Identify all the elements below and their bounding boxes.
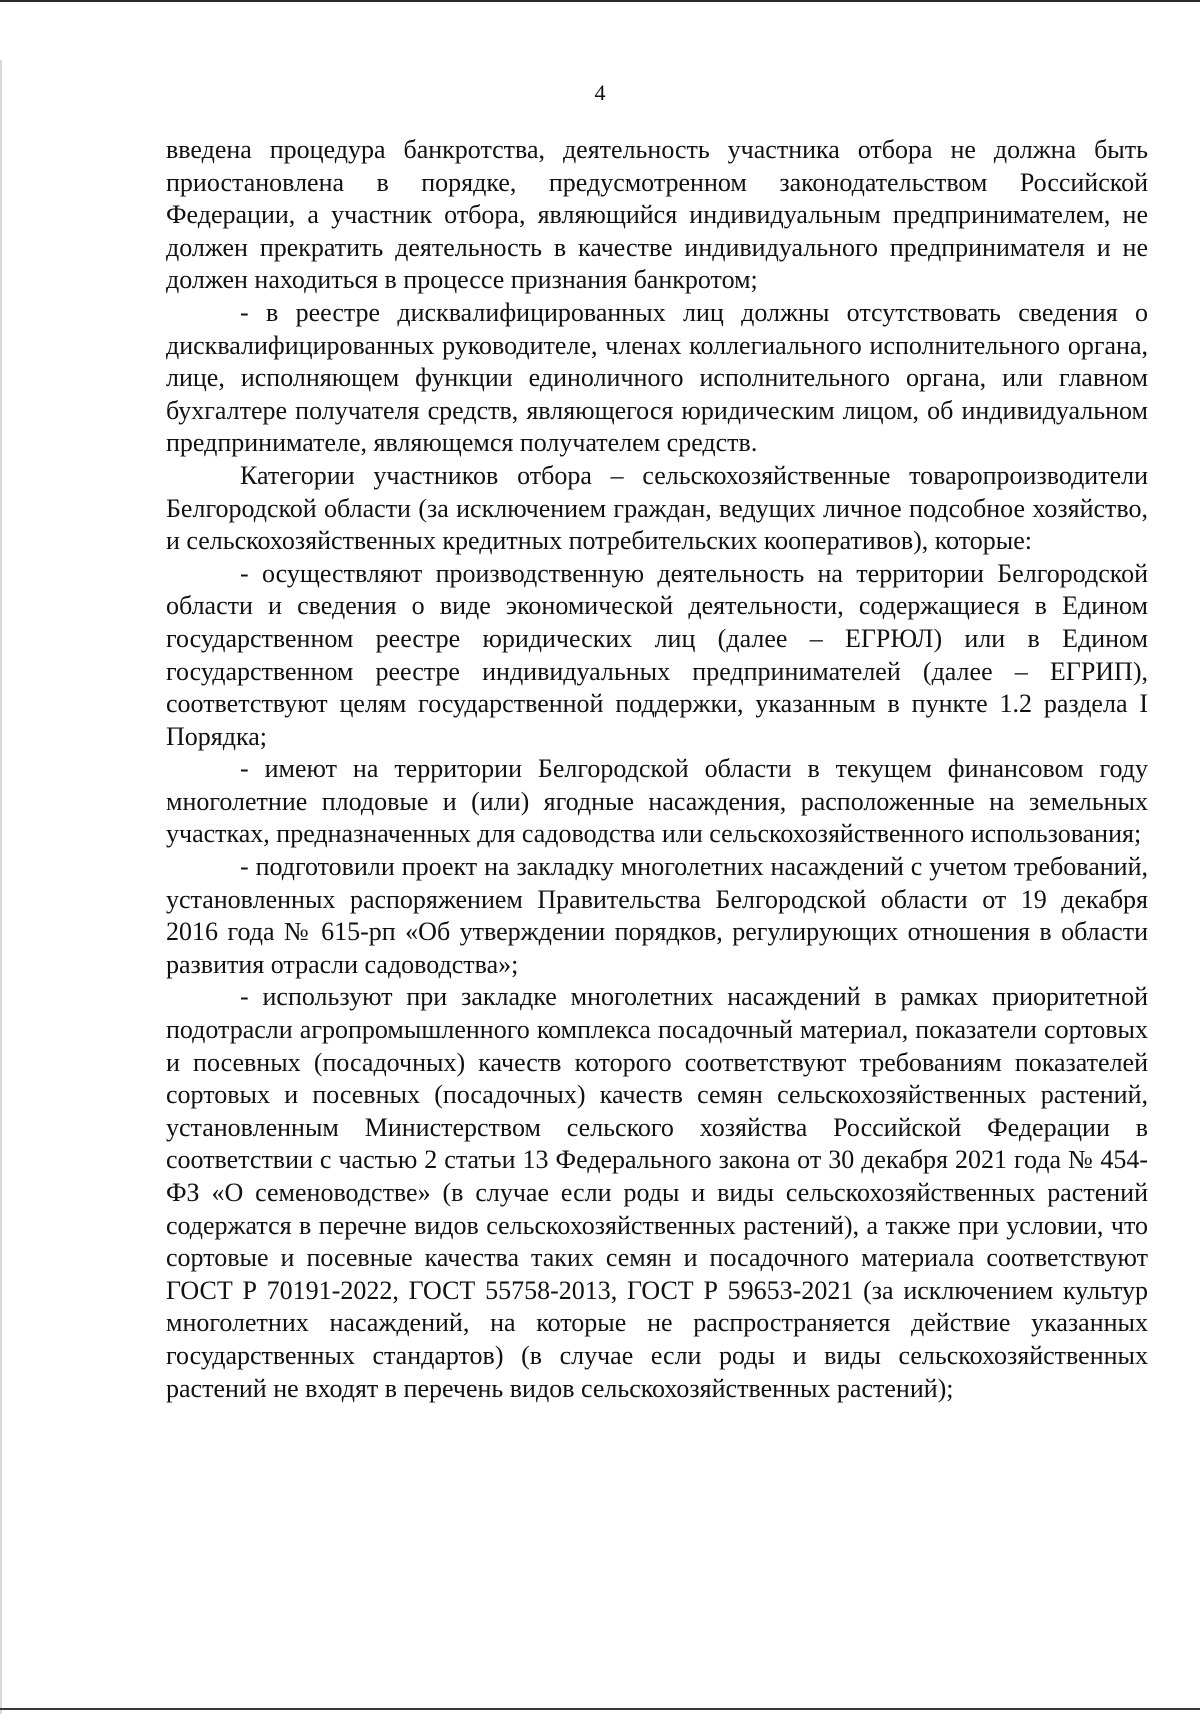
paragraph-planting-material: - используют при закладке многолетних насаждений в рамках приоритетной подотрасли агропромышленного комплекса посадочный материал, показатели сортовых и посевных (посадочных) качеств которого соответствуют требованиям показателей сортовых и посевных (посадочных) качеств семян сельскохозяйственных растений, установленным Министерством сельского хозяйства Российской Федерации в соответствии с частью 2 статьи 13 Федерального закона от 30 декабря 2021 года № 454-ФЗ «О семеноводстве» (в случае если роды и виды сельскохозяйственных растений содержатся в перечне видов сельскохозяйственных растений), а также при условии, что сортовые и посевные качества таких семян и посадочного материала соответствуют ГОСТ Р 70191-2022, ГОСТ 55758-2013, ГОСТ Р 59653-2021 (за исключением культур многолетних насаждений, на которые не распространяется действие указанных государственных стандартов) (в случае если роды и виды сельскохозяйственных растений не входят в перечень видов сельскохозяйственных растений); xyxy=(166,982,1148,1403)
paragraph-planting-project: - подготовили проект на закладку многолетних насаждений с учетом требований, установленных распоряжением Правительства Белгородской области от 19 декабря 2016 года № 615-рп «Об утверждении порядков, регулирующих отношения в области развития отрасли садоводства»; xyxy=(166,852,1148,979)
paragraph-production-activity: - осуществляют производственную деятельность на территории Белгородской области и сведения о виде экономической деятельности, содержащиеся в Едином государственном реестре юридических лиц (далее – ЕГРЮЛ) или в Едином государственном реестре индивидуальных предпринимателей (далее – ЕГРИП), соответствуют целям государственной поддержки, указанным в пункте 1.2 раздела I Порядка; xyxy=(166,558,1148,751)
paragraph-perennial-plantings: - имеют на территории Белгородской области в текущем финансовом году многолетние плодовые и (или) ягодные насаждения, расположенные на земельных участках, предназначенных для садоводства или сельскохозяйственного использования; xyxy=(166,754,1148,849)
paragraph-bankruptcy-continuation: введена процедура банкротства, деятельность участника отбора не должна быть приостановлена в порядке, предусмотренном законодательством Российской Федерации, а участник отбора, являющийся индивидуальным предпринимателем, не должен прекратить деятельность в качестве индивидуального предпринимателя и не должен находиться в процессе признания банкротом; xyxy=(166,135,1148,295)
scan-edge-top xyxy=(0,0,1200,2)
paragraph-disqualified-persons: - в реестре дисквалифицированных лиц должны отсутствовать сведения о дисквалифицированных руководителе, членах коллегиального исполнительного органа, лице, исполняющем функции единоличного исполнительного органа, или главном бухгалтере получателя средств, являющегося юридическим лицом, об индивидуальном предпринимателе, являющемся получателем средств. xyxy=(166,297,1148,458)
paragraph-participant-categories: Категории участников отбора – сельскохозяйственные товаропроизводители Белгородской области (за исключением граждан, ведущих личное подсобное хозяйство, и сельскохозяйственных кредитных потребительских кооперативов), которые: xyxy=(166,460,1148,556)
scan-edge-bottom xyxy=(0,1708,1200,1710)
scan-edge-left xyxy=(0,60,2,1714)
document-body xyxy=(166,134,1148,1405)
page-number: 4 xyxy=(594,80,606,105)
